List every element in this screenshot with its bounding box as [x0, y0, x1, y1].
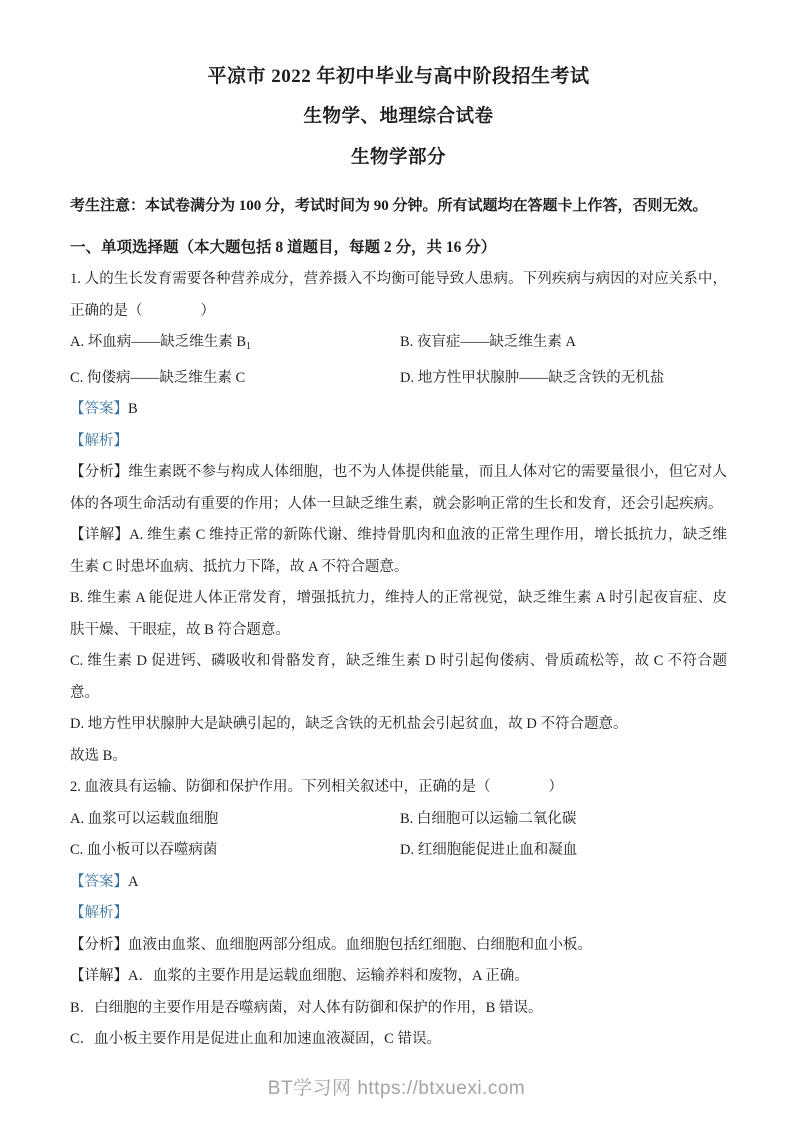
- question-2-detail-b: B．白细胞的主要作用是吞噬病菌，对人体有防御和保护的作用，B 错误。: [70, 999, 543, 1016]
- exam-title-main: 平凉市 2022 年初中毕业与高中阶段招生考试: [207, 66, 590, 87]
- question-2-option-d: D. 红细胞能促进止血和凝血: [400, 842, 578, 858]
- section-heading-choice: 一、单项选择题（本大题包括 8 道题目，每题 2 分，共 16 分）: [70, 239, 497, 256]
- question-1-options-row-2: [70, 363, 727, 395]
- question-2-options-row-2: [70, 835, 727, 867]
- question-1-detail-d: D. 地方性甲状腺肿大是缺碘引起的，缺乏含铁的无机盐会引起贫血，故 D 不符合题意。: [70, 716, 628, 732]
- question-2-options-row-1: [70, 804, 727, 836]
- question-1-detail-b: B. 维生素 A 能促进人体正常发育，增强抵抗力，维持人的正常视觉，缺乏维生素 A 时引起夜盲症、皮肤干燥、干眼症，故 B 符合题意。: [70, 590, 727, 638]
- question-2-answer-line: [70, 867, 727, 899]
- question-1-detail-a: 【详解】A. 维生素 C 维持正常的新陈代谢、维持骨肌肉和血液的正常生理作用，增长抵抗力，缺乏维生素 C 时患坏血病、抵抗力下降，故 A 不符合题意。: [70, 527, 727, 575]
- answer-label: 【答案】: [70, 873, 128, 890]
- question-2-explain-label-line: [70, 898, 727, 930]
- watermark-footer: BT学习网 https://btxuexi.com: [267, 1078, 526, 1099]
- question-1-stem: 1. 人的生长发育需要各种营养成分，营养摄入不均衡可能导致人患病。下列疾病与病因的对应关系中，正确的是（ ）: [70, 271, 727, 319]
- candidate-notice: 考生注意：本试卷满分为 100 分，考试时间为 90 分钟。所有试题均在答题卡上作答，否则无效。: [70, 198, 708, 214]
- exam-title-part: 生物学部分: [350, 148, 446, 168]
- exam-title-subject: 生物学、地理综合试卷: [303, 107, 494, 127]
- question-1-options-row-1: [70, 327, 727, 363]
- explain-label: 【解析】: [70, 432, 128, 449]
- question-1-option-a: A. 坏血病——缺乏维生素 $B_1$: [70, 334, 252, 352]
- question-1-answer-line: [70, 394, 727, 426]
- question-2-stem: 2. 血液具有运输、防御和保护作用。下列相关叙述中，正确的是（ ）: [70, 779, 563, 795]
- question-2-option-c: C. 血小板可以吞噬病菌: [70, 842, 218, 858]
- question-2-detail-c: C．血小板主要作用是促进止血和加速血液凝固，C 错误。: [70, 1031, 441, 1047]
- question-2-option-b: B. 白细胞可以运输二氧化碳: [400, 810, 577, 827]
- question-1-explain-label-line: [70, 426, 727, 458]
- question-2-analysis: 【分析】血液由血浆、血细胞两部分组成。血细胞包括红细胞、白细胞和血小板。: [70, 936, 592, 953]
- question-1-detail-c: C. 维生素 D 促进钙、磷吸收和骨骼发育，缺乏维生素 D 时引起佝偻病、骨质疏松等，故 C 不符合题意。: [70, 653, 727, 701]
- question-1-analysis: 【分析】维生素既不参与构成人体细胞，也不为人体提供能量，而且人体对它的需要量很小，但它对人体的各项生命活动有重要的作用；人体一旦缺乏维生素，就会影响正常的生长和发育，还会引起疾病。: [70, 464, 727, 512]
- question-1-answer-value: B: [128, 401, 138, 417]
- question-1-option-c: C. 佝偻病——缺乏维生素 C: [70, 369, 246, 386]
- question-2-option-a: A. 血浆可以运载血细胞: [70, 810, 219, 827]
- question-1-conclusion: 故选 B。: [70, 747, 127, 764]
- answer-label: 【答案】: [70, 401, 128, 417]
- question-2-answer-value: A: [128, 873, 139, 890]
- question-1-option-b: B. 夜盲症——缺乏维生素 A: [400, 334, 577, 350]
- question-1-option-d: D. 地方性甲状腺肿——缺乏含铁的无机盐: [400, 369, 665, 386]
- explain-label: 【解析】: [70, 905, 128, 921]
- question-2-detail-a: 【详解】A．血浆的主要作用是运载血细胞、运输养料和废物，A 正确。: [70, 968, 529, 984]
- vitamin-b1-subscript: 1: [246, 341, 252, 352]
